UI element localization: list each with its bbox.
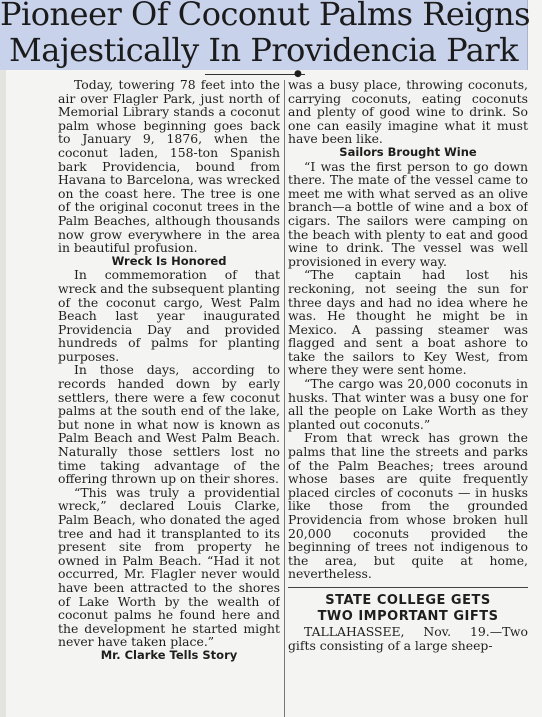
subhead: Wreck Is Honored — [111, 253, 227, 268]
column-divider — [284, 80, 285, 717]
headline-highlight — [0, 0, 531, 70]
paragraph: “I was the first person to go down there. The mate of the vessel came to meet me with what served as an olive branch—a bottle of wine and a box of cigars. The sailors were camping on the beach with plenty to eat and good wine to drink. The vessel was well provisioned in every way. — [288, 158, 528, 269]
article-column-1 — [58, 78, 280, 717]
story2-headline-1: STATE COLLEGE GETS — [325, 592, 491, 608]
paragraph: “The captain had lost his reckoning, not seeing the sun for three days and had no idea where he was. He thought he might be in Mexico. A passing steamer was flagged and sent a boat ashore to take the sailors to Key West, from where they were sent home. — [288, 267, 528, 378]
paragraph: In commemoration of that wreck and the subsequent planting of the coconut cargo, West Palm Beach last year inaugurated Providencia Day and provided hundreds of palms for planting purposes. — [58, 267, 280, 364]
paragraph: From that wreck has grown the palms that line the streets and parks of the Palm Beaches; trees around whose bases are quite frequently placed circles of coconuts — in husks like those from the grounded Providencia from whose broken hull 20,000 coconuts provided the beginning of trees not indigenous to the area, but quite at home, nevertheless. — [288, 430, 528, 582]
article-column-2 — [288, 78, 528, 717]
subhead: Sailors Brought Wine — [339, 144, 477, 159]
paragraph: “The cargo was 20,000 coconuts in husks. That winter was a busy one for all the people on Lake Worth as they planted out coconuts.” — [288, 376, 528, 432]
subhead: Mr. Clarke Tells Story — [100, 647, 238, 662]
headline-rule — [205, 74, 305, 75]
rule-ornament: ● — [294, 69, 302, 79]
paragraph: was a busy place, throwing coconuts, carrying coconuts, eating coconuts and plenty of good wine to drink. So one can easily imagine what it must have been like. — [288, 78, 528, 147]
page-edge-shadow — [0, 70, 6, 717]
paragraph: TALLAHASSEE, Nov. 19.—Two gifts consisting of a large sheep- — [288, 623, 528, 653]
paragraph: In those days, according to records handed down by early settlers, there were a few coconut palms at the south end of the lake, but none in what now is known as Palm Beach and West Palm Beach. Naturally those settlers lost no time taking advantage of the offering thrown up on their shores. — [58, 362, 280, 487]
paragraph: “This was truly a providential wreck,” declared Louis Clarke, Palm Beach, who donated the aged tree and had it transplanted to its present site from property he owned in Palm Beach. “Had it not occurred, Mr. Flagler never would have been attracted to the shores of Lake Worth by the wealth of coconut palms he found here and the development he started might never have taken place.” — [58, 484, 280, 650]
headline-line-1: Pioneer Of Coconut Palms Reigns — [0, 0, 531, 33]
paragraph: Today, towering 78 feet into the air over Flagler Park, just north of Memorial Library stands a coconut palm whose beginning goes back to January 9, 1876, when the coconut laden, 158-ton Spanish bark Providencia, bound from Havana to Barcelona, was wrecked on the coast here. The tree is one of the original coconut trees in the Palm Beaches, although thousands now grow everywhere in the area in beautiful profusion. — [58, 78, 280, 256]
story-separator — [288, 587, 528, 588]
headline-line-2: Majestically In Providencia Park — [8, 31, 519, 69]
story2-headline-2: TWO IMPORTANT GIFTS — [317, 608, 499, 624]
